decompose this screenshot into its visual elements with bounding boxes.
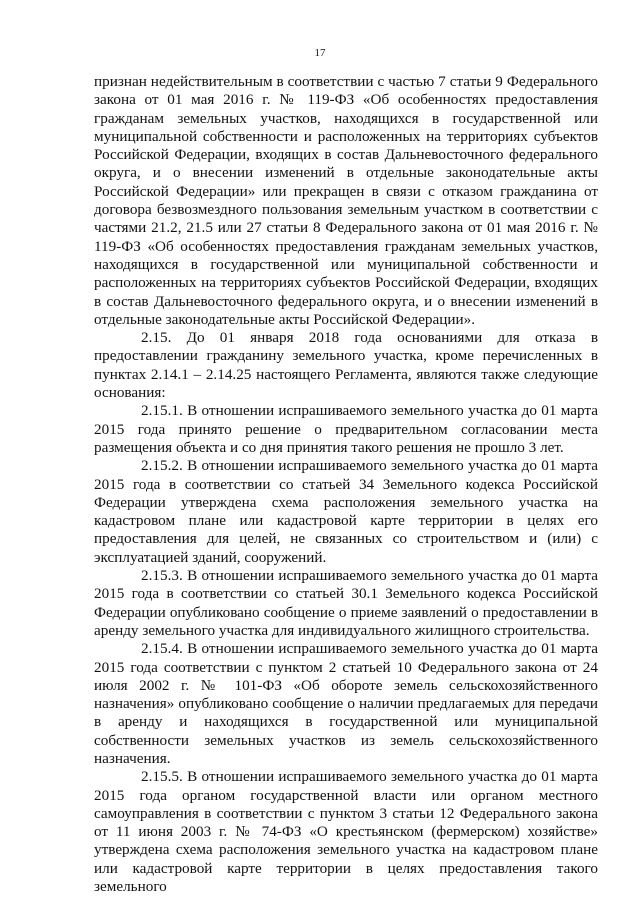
paragraph-2-15-1: 2.15.1. В отношении испрашиваемого земельного участка до 01 марта 2015 года принято решение о предварительном согласовании места размещения объекта и со дня принятия такого решения не прошло 3 лет. [94, 402, 598, 456]
paragraph-2-15-4: 2.15.4. В отношении испрашиваемого земельного участка до 01 марта 2015 года соответствии с пунктом 2 статьей 10 Федерального закона от 24 июля 2002 г. № 101-ФЗ «Об обороте земель сельскохозяйственного назначения» опубликовано сообщение о наличии предлагаемых для передачи в аренду и находящихся в государственной или муниципальной собственности земельных участков из земель сельскохозяйственного назначения. [94, 640, 598, 767]
paragraph-2-15-2: 2.15.2. В отношении испрашиваемого земельного участка до 01 марта 2015 года в соответствии со статьей 34 Земельного кодекса Российской Федерации утверждена схема расположения земельного участка на кадастровом плане или кадастровой карте территории в целях его предоставления для целей, не связанных со строительством и (или) с эксплуатацией зданий, сооружений. [94, 457, 598, 566]
paragraph-2-15-5: 2.15.5. В отношении испрашиваемого земельного участка до 01 марта 2015 года органом государственной власти или органом местного самоуправления в соответствии с пунктом 3 статьи 12 Федерального закона от 11 июня 2003 г. № 74-ФЗ «О крестьянском (фермерском) хозяйстве» утверждена схема расположения земельного участка на кадастровом плане или кадастровой карте территории в целях предоставления такого земельного [94, 768, 598, 896]
paragraph-2-15: 2.15. До 01 января 2018 года основаниями для отказа в предоставлении гражданину земельного участка, кроме перечисленных в пунктах 2.14.1 – 2.14.25 настоящего Регламента, являются также следующие основания: [94, 329, 598, 402]
paragraph-continuation: признан недействительным в соответствии с частью 7 статьи 9 Федерального закона от 01 мая 2016 г. № 119-ФЗ «Об особенностях предоставления гражданам земельных участков, находящихся в государственной или муниципальной собственности и расположенных на территориях субъектов Российской Федерации, входящих в состав Дальневосточного федерального округа, и о внесении изменений в отдельные законодательные акты Российской Федерации» или прекращен в связи с отказом гражданина от договора безвозмездного пользования земельным участком в соответствии с частями 21.2, 21.5 или 27 статьи 8 Федерального закона от 01 мая 2016 г. № 119-ФЗ «Об особенностях предоставления гражданам земельных участков, находящихся в государственной или муниципальной собственности и расположенных на территориях субъектов Российской Федерации, входящих в состав Дальневосточного федерального округа, и о внесении изменений в отдельные законодательные акты Российской Федерации». [94, 73, 598, 328]
document-body [94, 73, 598, 896]
page-number: 17 [314, 47, 326, 59]
paragraph-2-15-3: 2.15.3. В отношении испрашиваемого земельного участка до 01 марта 2015 года в соответствии со статьей 30.1 Земельного кодекса Российской Федерации опубликовано сообщение о приеме заявлений о предоставлении в аренду земельного участка для индивидуального жилищного строительства. [94, 567, 598, 639]
